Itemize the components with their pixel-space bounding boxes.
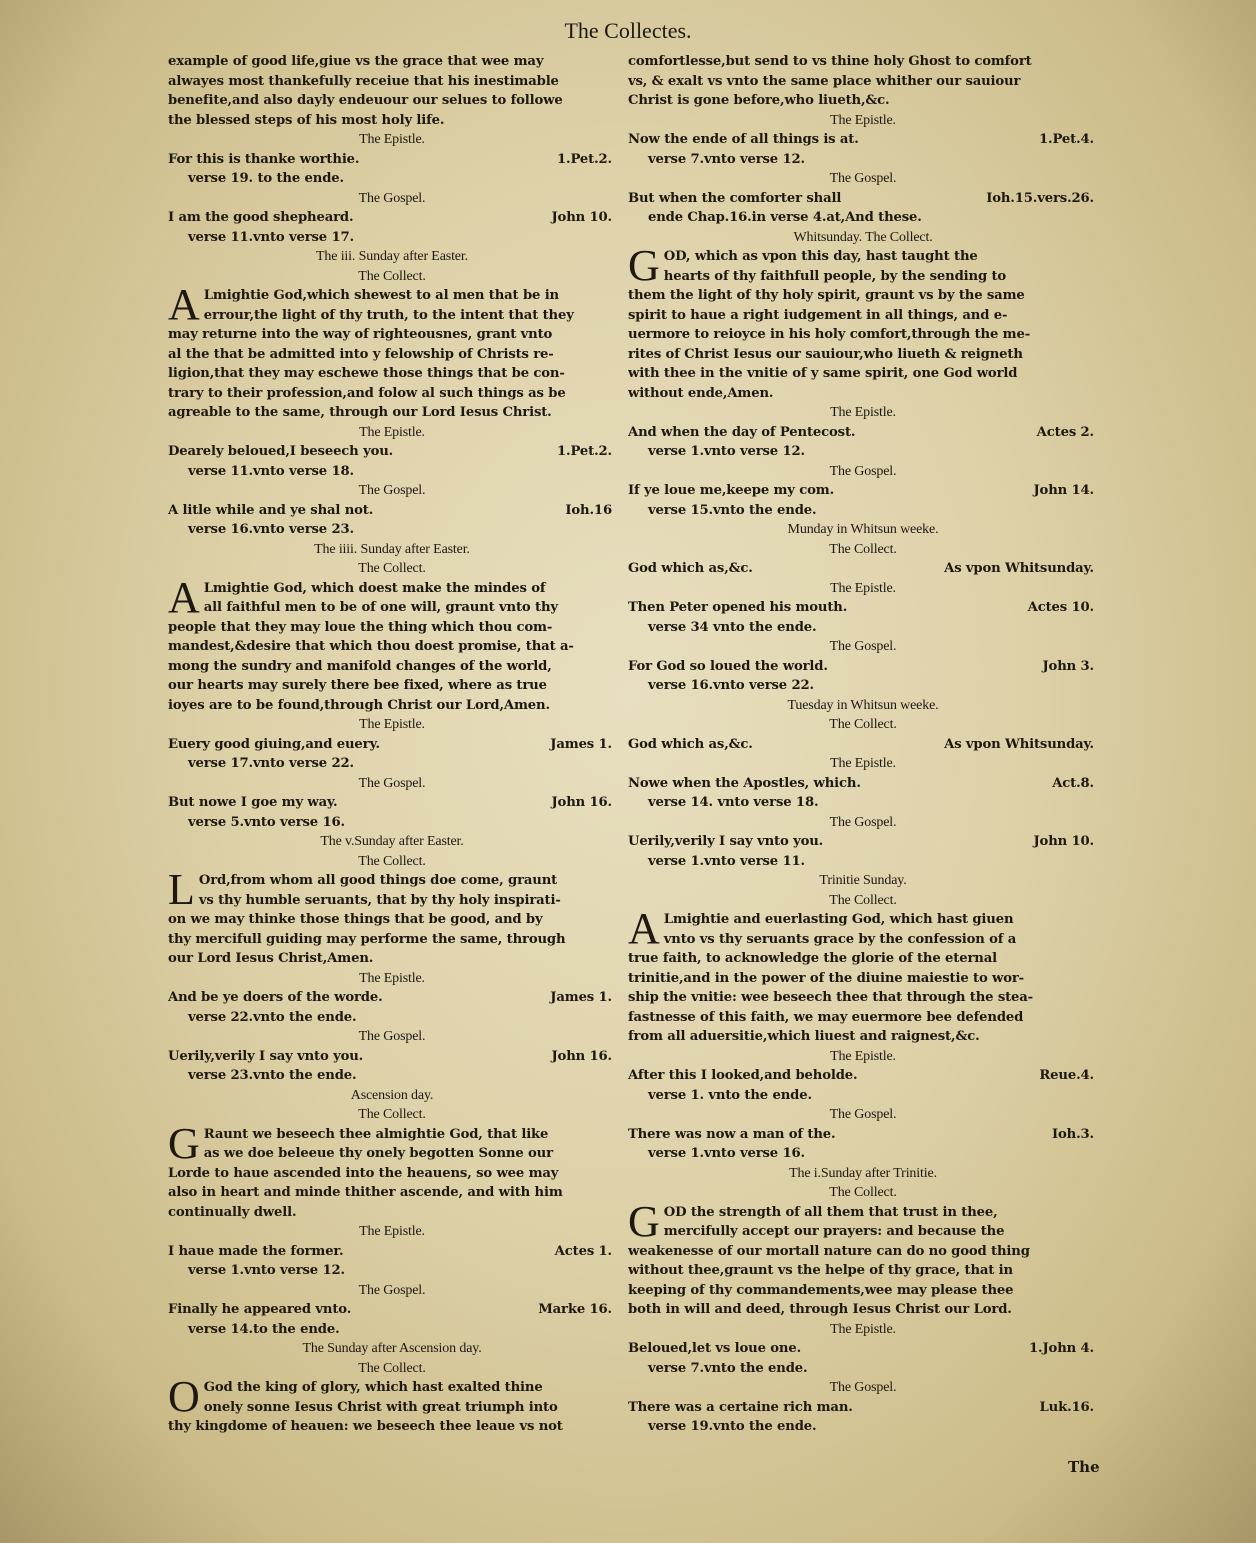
reading-text: Uerily,verily I say vnto you. xyxy=(628,834,824,849)
collect-paragraph xyxy=(168,579,616,716)
collect-paragraph xyxy=(168,286,616,423)
reading-line xyxy=(168,442,616,462)
verse-range: verse 14. vnto verse 18. xyxy=(648,795,819,810)
section-heading: The Epistle. xyxy=(359,717,425,732)
collect-line: them the light of thy holy spirit, graunt vs by the same xyxy=(628,288,1025,303)
section-heading: The Collect. xyxy=(829,1185,897,1200)
reading-text: After this I looked,and beholde. xyxy=(628,1068,858,1083)
collect-line: continually dwell. xyxy=(168,1204,297,1220)
reading-text: Nowe when the Apostles, which. xyxy=(628,775,861,791)
section-heading: The Epistle. xyxy=(830,1321,896,1337)
section-heading: The Gospel. xyxy=(829,171,897,186)
section-heading: The Epistle. xyxy=(830,405,896,420)
text-line: example of good life,giue vs the grace that wee may xyxy=(168,54,544,69)
collect-line: ioyes are to be found,through Christ our Lord,Amen. xyxy=(168,697,550,713)
reading-text: Then Peter opened his mouth. xyxy=(628,600,848,615)
scripture-reference: Actes 2. xyxy=(1036,424,1094,440)
verse-range: verse 7.vnto the ende. xyxy=(648,1360,808,1376)
reading-line xyxy=(628,1125,1098,1145)
verse-range: ende Chap.16.in verse 4.at,And these. xyxy=(648,210,922,225)
text-line: alwayes most thankefully receiue that his inestimable xyxy=(168,73,559,89)
section-heading: The Epistle. xyxy=(359,424,425,440)
reading-text: There was a certaine rich man. xyxy=(628,1399,853,1415)
section-heading: Tuesday in Whitsun weeke. xyxy=(787,697,939,713)
reading-line xyxy=(628,130,1098,150)
collect-line: uermore to reioyce in his holy comfort,through the me- xyxy=(628,327,1031,342)
reading-text: If ye loue me,keepe my com. xyxy=(628,483,835,498)
reading-text: But when the comforter shall xyxy=(628,190,842,206)
reading-text: For God so loued the world. xyxy=(628,658,828,674)
scripture-reference: 1.John 4. xyxy=(1029,1341,1094,1356)
drop-initial: G xyxy=(628,247,660,290)
scripture-reference: Luk.16. xyxy=(1039,1399,1094,1415)
scripture-reference: John 10. xyxy=(551,210,612,225)
reading-line xyxy=(628,189,1098,209)
verse-range: verse 1.vnto verse 11. xyxy=(648,853,805,869)
collect-line: our hearts may surely there bee fixed, where as true xyxy=(168,678,547,693)
collect-paragraph xyxy=(168,1125,616,1223)
collect-line: weakenesse of our mortall nature can do no good thing xyxy=(628,1243,1030,1259)
text-line: Christ is gone before,who liueth,&c. xyxy=(628,93,890,108)
collect-line: trinitie,and in the power of the diuine maiestie to wor- xyxy=(628,970,1024,986)
collect-line: agreable to the same, through our Lord Iesus Christ. xyxy=(168,405,552,420)
reading-line xyxy=(628,735,1098,755)
collect-line: may returne into the way of righteousnes, grant vnto xyxy=(168,327,553,342)
scripture-reference: Ioh.16 xyxy=(565,502,612,518)
scripture-reference: Ioh.15.vers.26. xyxy=(986,190,1094,206)
section-heading: The i.Sunday after Trinitie. xyxy=(789,1165,937,1181)
verse-range: verse 19. to the ende. xyxy=(188,171,344,186)
reading-text: Now the ende of all things is at. xyxy=(628,132,859,147)
section-heading: The Epistle. xyxy=(830,1048,896,1064)
section-heading: The iiii. Sunday after Easter. xyxy=(314,541,470,557)
collect-line: vnto vs thy seruants grace by the confession of a xyxy=(663,931,1017,947)
collect-paragraph xyxy=(168,1378,616,1437)
running-header: The Collectes. xyxy=(564,18,692,43)
scripture-reference: John 16. xyxy=(551,795,612,810)
collect-line: rites of Christ Iesus our sauiour,who liueth & reigneth xyxy=(628,346,1023,362)
scripture-reference: John 10. xyxy=(1033,834,1094,849)
reading-text: God which as,&c. xyxy=(628,561,753,576)
reading-text: But nowe I goe my way. xyxy=(168,795,338,810)
scripture-reference: 1.Pet.4. xyxy=(1039,132,1094,147)
collect-line: vs thy humble seruants, that by thy holy inspirati- xyxy=(198,892,561,908)
reading-text: A litle while and ye shal not. xyxy=(168,502,374,518)
section-heading: Ascension day. xyxy=(350,1087,434,1103)
verse-range: verse 17.vnto verse 22. xyxy=(188,756,354,771)
collect-line: Lmightie and euerlasting God, which hast giuen xyxy=(663,912,1014,927)
collect-paragraph xyxy=(168,871,616,969)
collect-line: OD the strength of all them that trust in thee, xyxy=(663,1204,998,1220)
section-heading: The Epistle. xyxy=(359,1224,425,1239)
reading-line xyxy=(628,423,1098,443)
drop-initial: A xyxy=(168,578,200,622)
reading-line xyxy=(168,150,616,170)
reading-text: For this is thanke worthie. xyxy=(168,151,360,167)
collect-line: our Lord Iesus Christ,Amen. xyxy=(168,951,374,966)
reading-line xyxy=(168,1300,616,1320)
reading-text: Dearely beloued,I beseech you. xyxy=(168,444,394,459)
section-heading: The Epistle. xyxy=(830,580,896,596)
scripture-reference: Ioh.3. xyxy=(1051,1126,1094,1142)
reading-line xyxy=(628,657,1098,677)
collect-line: thy kingdome of heauen: we beseech thee leaue vs not xyxy=(168,1419,563,1434)
scripture-reference: As vpon Whitsunday. xyxy=(944,736,1094,752)
drop-initial: L xyxy=(168,871,195,914)
collect-line: Raunt we beseech thee almightie God, that like xyxy=(203,1126,549,1142)
collect-line: as we doe beleeue thy onely begotten Sonne our xyxy=(203,1146,553,1161)
section-heading: The Epistle. xyxy=(359,132,425,147)
text-line: benefite,and also dayly endeuour our selues to followe xyxy=(168,93,563,108)
collect-paragraph xyxy=(628,1203,1098,1320)
reading-line xyxy=(168,988,616,1008)
section-heading: The Collect. xyxy=(829,717,897,732)
section-heading: The Gospel. xyxy=(829,1107,897,1122)
reading-line xyxy=(628,832,1098,852)
collect-line: OD, which as vpon this day, hast taught the xyxy=(663,249,978,264)
collect-line: on we may thinke those things that be good, and by xyxy=(168,912,543,927)
section-heading: The Gospel. xyxy=(829,814,897,830)
verse-range: verse 1. vnto the ende. xyxy=(648,1087,812,1103)
section-heading: The Collect. xyxy=(358,1107,426,1122)
section-heading: The Collect. xyxy=(358,853,426,869)
scripture-reference: James 1. xyxy=(550,736,612,752)
section-heading: The v.Sunday after Easter. xyxy=(320,834,464,849)
collect-line: both in will and deed, through Iesus Christ our Lord. xyxy=(628,1302,1012,1317)
section-heading: The Epistle. xyxy=(830,756,896,771)
verse-range: verse 1.vnto verse 12. xyxy=(648,444,805,459)
verse-range: verse 16.vnto verse 22. xyxy=(648,678,814,693)
scripture-reference: John 3. xyxy=(1042,658,1094,674)
section-heading: Trinitie Sunday. xyxy=(819,873,907,888)
section-heading: The Gospel. xyxy=(358,1029,426,1044)
drop-initial: G xyxy=(628,1202,660,1246)
collect-line: also in heart and minde thither ascende, and with him xyxy=(168,1185,563,1200)
collect-line: thy mercifull guiding may performe the same, through xyxy=(168,931,566,947)
reading-text: God which as,&c. xyxy=(628,736,753,752)
section-heading: The Collect. xyxy=(358,1360,426,1376)
collect-line: all faithful men to be of one will, graunt vnto thy xyxy=(203,600,558,615)
verse-range: verse 5.vnto verse 16. xyxy=(188,814,345,830)
section-heading: The Epistle. xyxy=(830,112,896,128)
reading-line xyxy=(628,598,1098,618)
reading-text: Euery good giuing,and euery. xyxy=(168,736,380,752)
reading-line xyxy=(168,1047,616,1067)
collect-line: mandest,&desire that which thou doest promise, that a- xyxy=(168,639,574,654)
collect-line: fastnesse of this faith, we may euermore bee defended xyxy=(628,1009,1024,1025)
drop-initial: G xyxy=(168,1124,200,1168)
section-heading: The Gospel. xyxy=(358,1282,426,1298)
collect-line: errour,the light of thy truth, to the intent that they xyxy=(203,307,574,323)
collect-paragraph xyxy=(628,247,1098,403)
reading-line xyxy=(168,735,616,755)
reading-line xyxy=(168,793,616,813)
section-heading: The Epistle. xyxy=(359,970,425,986)
verse-range: verse 15.vnto the ende. xyxy=(648,502,817,518)
reading-text: Beloued,let vs loue one. xyxy=(628,1341,802,1356)
reading-line xyxy=(628,774,1098,794)
reading-line xyxy=(628,481,1098,501)
reading-text: And when the day of Pentecost. xyxy=(628,424,856,440)
reading-line xyxy=(168,208,616,228)
section-heading: Whitsunday. The Collect. xyxy=(793,229,933,245)
verse-range: verse 16.vnto verse 23. xyxy=(188,522,354,537)
collect-line: Lorde to haue ascended into the heauens, so wee may xyxy=(168,1165,559,1181)
collect-line: keeping of thy commandements,wee may please thee xyxy=(628,1282,1014,1298)
collect-line: onely sonne Iesus Christ with great triumph into xyxy=(203,1399,558,1415)
collect-line: ship the vnitie: wee beseech thee that through the stea- xyxy=(628,990,1034,1005)
reading-text: Finally he appeared vnto. xyxy=(168,1302,352,1317)
collect-line: spirit to haue a right iudgement in all things, and e- xyxy=(628,307,1008,323)
collect-paragraph xyxy=(628,910,1098,1047)
text-line: vs, & exalt vs vnto the same place whither our sauiour xyxy=(628,73,1021,89)
verse-range: verse 34 vnto the ende. xyxy=(648,619,817,635)
scripture-reference: John 14. xyxy=(1033,483,1094,498)
verse-range: verse 19.vnto the ende. xyxy=(648,1419,817,1434)
collect-line: from all aduersitie,which liuest and raignest,&c. xyxy=(628,1029,980,1044)
section-heading: The Gospel. xyxy=(358,775,426,791)
right-column xyxy=(628,52,1098,1437)
scripture-reference: Act.8. xyxy=(1052,775,1094,791)
collect-line: mong the sundry and manifold changes of the world, xyxy=(168,658,552,674)
collect-line: with thee in the vnitie of y same spirit, one God world xyxy=(628,366,1018,381)
collect-line: hearts of thy faithfull people, by the sending to xyxy=(663,268,1007,284)
drop-initial: A xyxy=(628,910,660,953)
section-heading: The Gospel. xyxy=(358,483,426,498)
verse-range: verse 11.vnto verse 17. xyxy=(188,229,354,245)
scripture-reference: John 16. xyxy=(551,1048,612,1064)
scripture-reference: 1.Pet.2. xyxy=(557,444,612,459)
collect-line: people that they may loue the thing which thou com- xyxy=(168,619,553,635)
section-heading: The Collect. xyxy=(829,892,897,908)
section-heading: The Gospel. xyxy=(358,190,426,206)
collect-line: mercifully accept our prayers: and because the xyxy=(663,1224,1005,1239)
reading-line xyxy=(628,1339,1098,1359)
reading-line xyxy=(628,1066,1098,1086)
section-heading: The Collect. xyxy=(358,268,426,284)
verse-range: verse 14.to the ende. xyxy=(188,1321,340,1337)
verse-range: verse 7.vnto verse 12. xyxy=(648,151,805,167)
collect-line: without thee,graunt vs the helpe of thy grace, that in xyxy=(628,1263,1013,1278)
scripture-reference: 1.Pet.2. xyxy=(557,151,612,167)
verse-range: verse 1.vnto verse 12. xyxy=(188,1263,345,1278)
reading-line xyxy=(168,1242,616,1262)
verse-range: verse 1.vnto verse 16. xyxy=(648,1146,805,1161)
section-heading: Munday in Whitsun weeke. xyxy=(787,522,939,537)
verse-range: verse 23.vnto the ende. xyxy=(188,1068,357,1083)
reading-text: I haue made the former. xyxy=(168,1243,344,1259)
section-heading: The Gospel. xyxy=(829,639,897,654)
scripture-reference: Marke 16. xyxy=(538,1302,612,1317)
drop-initial: O xyxy=(168,1378,200,1421)
verse-range: verse 22.vnto the ende. xyxy=(188,1009,357,1025)
scripture-reference: As vpon Whitsunday. xyxy=(944,561,1094,576)
section-heading: The Gospel. xyxy=(829,463,897,479)
reading-text: There was now a man of the. xyxy=(628,1126,836,1142)
catchword: The xyxy=(1068,1458,1100,1476)
section-heading: The Sunday after Ascension day. xyxy=(302,1341,482,1356)
collect-line: God the king of glory, which hast exalted thine xyxy=(203,1380,543,1395)
section-heading: The Gospel. xyxy=(829,1380,897,1395)
verse-range: verse 11.vnto verse 18. xyxy=(188,463,354,479)
section-heading: The iii. Sunday after Easter. xyxy=(316,249,468,264)
text-line: the blessed steps of his most holy life. xyxy=(168,112,445,128)
scripture-reference: Reue.4. xyxy=(1039,1068,1094,1083)
collect-line: ligion,that they may eschewe those things that be con- xyxy=(168,366,565,381)
reading-text: I am the good shepheard. xyxy=(168,210,354,225)
section-heading: The Collect. xyxy=(829,541,897,557)
collect-line: Lmightie God, which doest make the mindes of xyxy=(203,580,546,596)
reading-line xyxy=(168,501,616,521)
collect-line: true faith, to acknowledge the glorie of the eternal xyxy=(628,951,997,966)
collect-line: Lmightie God,which shewest to al men that be in xyxy=(203,288,559,303)
scripture-reference: James 1. xyxy=(550,990,612,1005)
drop-initial: A xyxy=(168,286,200,329)
reading-line xyxy=(628,1398,1098,1418)
reading-text: And be ye doers of the worde. xyxy=(168,990,383,1005)
reading-text: Uerily,verily I say vnto you. xyxy=(168,1048,364,1064)
section-heading: The Collect. xyxy=(358,561,426,576)
text-line: comfortlesse,but send to vs thine holy Ghost to comfort xyxy=(628,54,1032,69)
collect-line: al the that be admitted into y felowship of Christs re- xyxy=(168,346,554,362)
left-column xyxy=(168,52,616,1437)
collect-line: Ord,from whom all good things doe come, graunt xyxy=(198,873,558,888)
collect-line: trary to their profession,and folow al such things as be xyxy=(168,385,566,401)
scripture-reference: Actes 1. xyxy=(554,1243,612,1259)
reading-line xyxy=(628,559,1098,579)
scripture-reference: Actes 10. xyxy=(1027,600,1094,615)
collect-line: without ende,Amen. xyxy=(628,385,774,401)
